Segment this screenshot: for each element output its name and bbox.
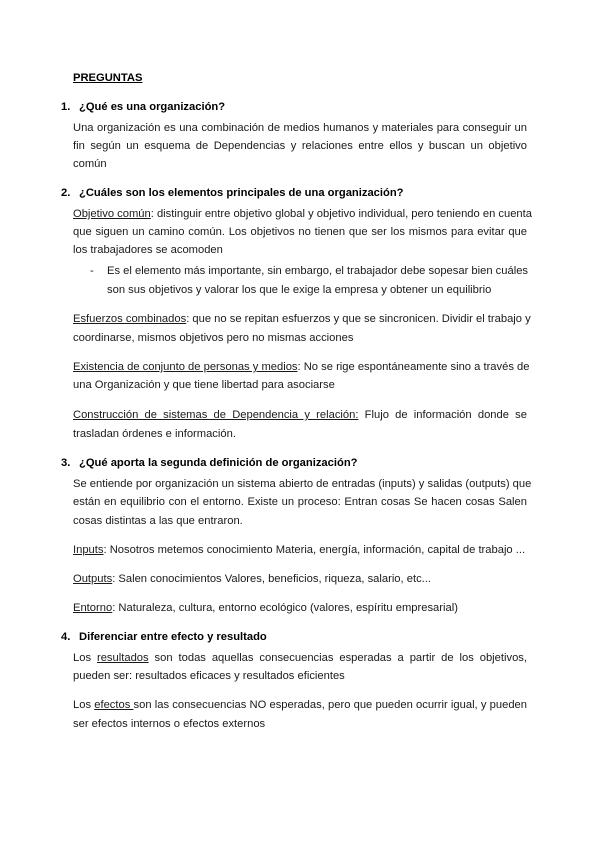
paragraph-line: común — [73, 158, 107, 170]
bullet-line: Es el elemento más importante, sin embargo, el trabajador debe sopesar bien cuáles — [107, 265, 529, 277]
paragraph-line: Una organización es una combinación de medios humanos y materiales para conseguir un — [73, 122, 527, 134]
paragraph-line: cosas distintas a las que entraron. — [73, 515, 243, 527]
outputs-text: : Salen conocimientos Valores, beneficios, riqueza, salario, etc... — [112, 573, 431, 585]
entorno-line — [73, 603, 458, 614]
entorno-text: : Naturaleza, cultura, entorno ecológico (valores, espíritu empresarial) — [112, 602, 458, 614]
paragraph-line: pueden ser: resultados eficaces y resultados eficientes — [73, 670, 345, 682]
term-entorno: Entorno — [73, 602, 113, 614]
inputs-text: : Nosotros metemos conocimiento Materia, energía, información, capital de trabajo ... — [103, 544, 526, 556]
paragraph-line: los trabajadores se acomoden — [73, 244, 223, 256]
question-3-number: 3. — [61, 457, 71, 469]
bullet-marker: - — [90, 265, 94, 277]
question-2-heading: ¿Cuáles son los elementos principales de una organización? — [79, 187, 404, 199]
question-4-number: 4. — [61, 631, 71, 643]
inputs-line — [73, 545, 525, 556]
objetivo-comun-text: : distinguir entre objetivo global y objetivo individual, pero teniendo en cuenta — [150, 208, 532, 220]
term-inputs: Inputs — [73, 544, 104, 556]
term-resultados: resultados — [96, 652, 149, 664]
question-2-number: 2. — [61, 187, 71, 199]
efectos-line-1 — [73, 700, 527, 711]
paragraph-line: una Organización y que tiene libertad para asociarse — [73, 379, 335, 391]
efectos-text: son las consecuencias NO esperadas, pero que pueden ocurrir igual, y pueden — [133, 699, 527, 711]
esfuerzos-text: : que no se repitan esfuerzos y que se sincronicen. Dividir el trabajo y — [186, 313, 531, 325]
paragraph-line: que siguen un camino común. Los objetivos no tienen que ser los mismos para evitar que — [73, 226, 527, 238]
question-4-heading: Diferenciar entre efecto y resultado — [79, 631, 267, 643]
paragraph-line: trasladan órdenes e información. — [73, 428, 236, 440]
esfuerzos-line-1 — [73, 314, 531, 325]
construccion-line-1 — [73, 410, 527, 421]
term-existencia-conjunto: Existencia de conjunto de personas y medios — [73, 361, 298, 373]
paragraph-line: fin según un esquema de Dependencias y relaciones entre ellos y buscan un objetivo — [73, 140, 527, 152]
term-esfuerzos-combinados: Esfuerzos combinados — [73, 313, 187, 325]
resultados-text: son todas aquellas consecuencias esperadas a partir de los objetivos, — [148, 652, 527, 664]
construccion-text: Flujo de información donde se — [358, 409, 527, 421]
resultados-pre: Los — [73, 652, 97, 664]
bullet-line: son sus objetivos y valorar los que le exige la empresa y obtener un equilibrio — [107, 284, 492, 296]
question-1-number: 1. — [61, 101, 71, 113]
page-title: PREGUNTAS — [73, 72, 143, 84]
resultados-line-1 — [73, 653, 527, 664]
question-1-heading: ¿Qué es una organización? — [79, 101, 226, 113]
question-3-heading: ¿Qué aporta la segunda definición de organización? — [79, 457, 358, 469]
objetivo-comun-line-1 — [73, 209, 532, 220]
paragraph-line: Se entiende por organización un sistema abierto de entradas (inputs) y salidas (outputs) que — [73, 478, 532, 490]
paragraph-line: están en equilibrio con el entorno. Existe un proceso: Entran cosas Se hacen cosas Salen — [73, 496, 527, 508]
efectos-pre: Los — [73, 699, 95, 711]
paragraph-line: coordinarse, mismos objetivos pero no mismas acciones — [73, 332, 354, 344]
term-efectos: efectos — [94, 699, 134, 711]
existencia-line-1 — [73, 362, 530, 373]
outputs-line — [73, 574, 431, 585]
term-objetivo-comun: Objetivo común — [73, 208, 151, 220]
existencia-text: : No se rige espontáneamente sino a través de — [297, 361, 530, 373]
paragraph-line: ser efectos internos o efectos externos — [73, 718, 266, 730]
term-outputs: Outputs — [73, 573, 113, 585]
term-construccion-sistemas: Construcción de sistemas de Dependencia y relación: — [73, 409, 359, 421]
